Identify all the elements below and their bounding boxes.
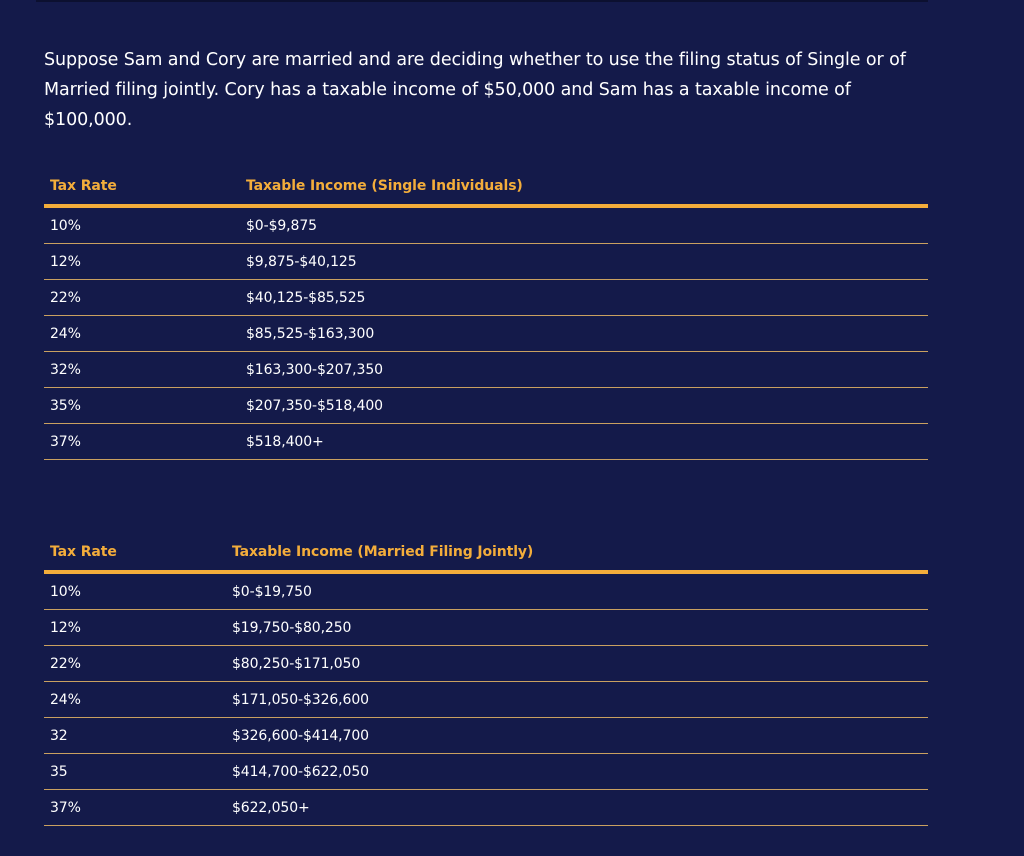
header-taxable-income-joint: Taxable Income (Married Filing Jointly)	[226, 530, 928, 572]
income-range-cell: $19,750-$80,250	[226, 610, 928, 646]
single-tax-bracket-table	[44, 164, 928, 460]
top-divider	[36, 0, 928, 2]
income-range-cell: $40,125-$85,525	[240, 280, 928, 316]
header-taxable-income-single: Taxable Income (Single Individuals)	[240, 164, 928, 206]
tax-rate-cell: 10%	[44, 572, 226, 610]
income-range-cell: $0-$9,875	[240, 206, 928, 244]
header-tax-rate: Tax Rate	[44, 530, 226, 572]
table-row	[44, 718, 928, 754]
income-range-cell: $85,525-$163,300	[240, 316, 928, 352]
header-tax-rate: Tax Rate	[44, 164, 240, 206]
problem-statement: Suppose Sam and Cory are married and are deciding whether to use the filing status of Single or of Married filing jointly. Cory has a taxable income of $50,000 and Sam has a taxable income of $100,000.	[44, 49, 906, 130]
income-range-cell: $80,250-$171,050	[226, 646, 928, 682]
table-row	[44, 790, 928, 826]
table-row	[44, 388, 928, 424]
joint-tax-bracket-table	[44, 530, 928, 826]
table-row	[44, 280, 928, 316]
income-range-cell: $414,700-$622,050	[226, 754, 928, 790]
table-row	[44, 424, 928, 460]
table-row	[44, 572, 928, 610]
income-range-cell: $518,400+	[240, 424, 928, 460]
tax-rate-cell: 35%	[44, 388, 240, 424]
table-header-row	[44, 164, 928, 206]
tax-rate-cell: 24%	[44, 682, 226, 718]
table-row	[44, 316, 928, 352]
table-row	[44, 206, 928, 244]
tax-rate-cell: 32%	[44, 352, 240, 388]
tax-rate-cell: 12%	[44, 610, 226, 646]
income-range-cell: $326,600-$414,700	[226, 718, 928, 754]
tax-rate-cell: 35	[44, 754, 226, 790]
table-row	[44, 754, 928, 790]
income-range-cell: $0-$19,750	[226, 572, 928, 610]
tax-rate-cell: 32	[44, 718, 226, 754]
income-range-cell: $622,050+	[226, 790, 928, 826]
tax-rate-cell: 10%	[44, 206, 240, 244]
tax-rate-cell: 24%	[44, 316, 240, 352]
table-header-row	[44, 530, 928, 572]
income-range-cell: $207,350-$518,400	[240, 388, 928, 424]
table-row	[44, 244, 928, 280]
tax-rate-cell: 22%	[44, 280, 240, 316]
table-row	[44, 646, 928, 682]
table-row	[44, 610, 928, 646]
income-range-cell: $9,875-$40,125	[240, 244, 928, 280]
income-range-cell: $171,050-$326,600	[226, 682, 928, 718]
income-range-cell: $163,300-$207,350	[240, 352, 928, 388]
tax-rate-cell: 37%	[44, 424, 240, 460]
tax-rate-cell: 37%	[44, 790, 226, 826]
tax-rate-cell: 12%	[44, 244, 240, 280]
table-row	[44, 682, 928, 718]
tax-rate-cell: 22%	[44, 646, 226, 682]
table-row	[44, 352, 928, 388]
